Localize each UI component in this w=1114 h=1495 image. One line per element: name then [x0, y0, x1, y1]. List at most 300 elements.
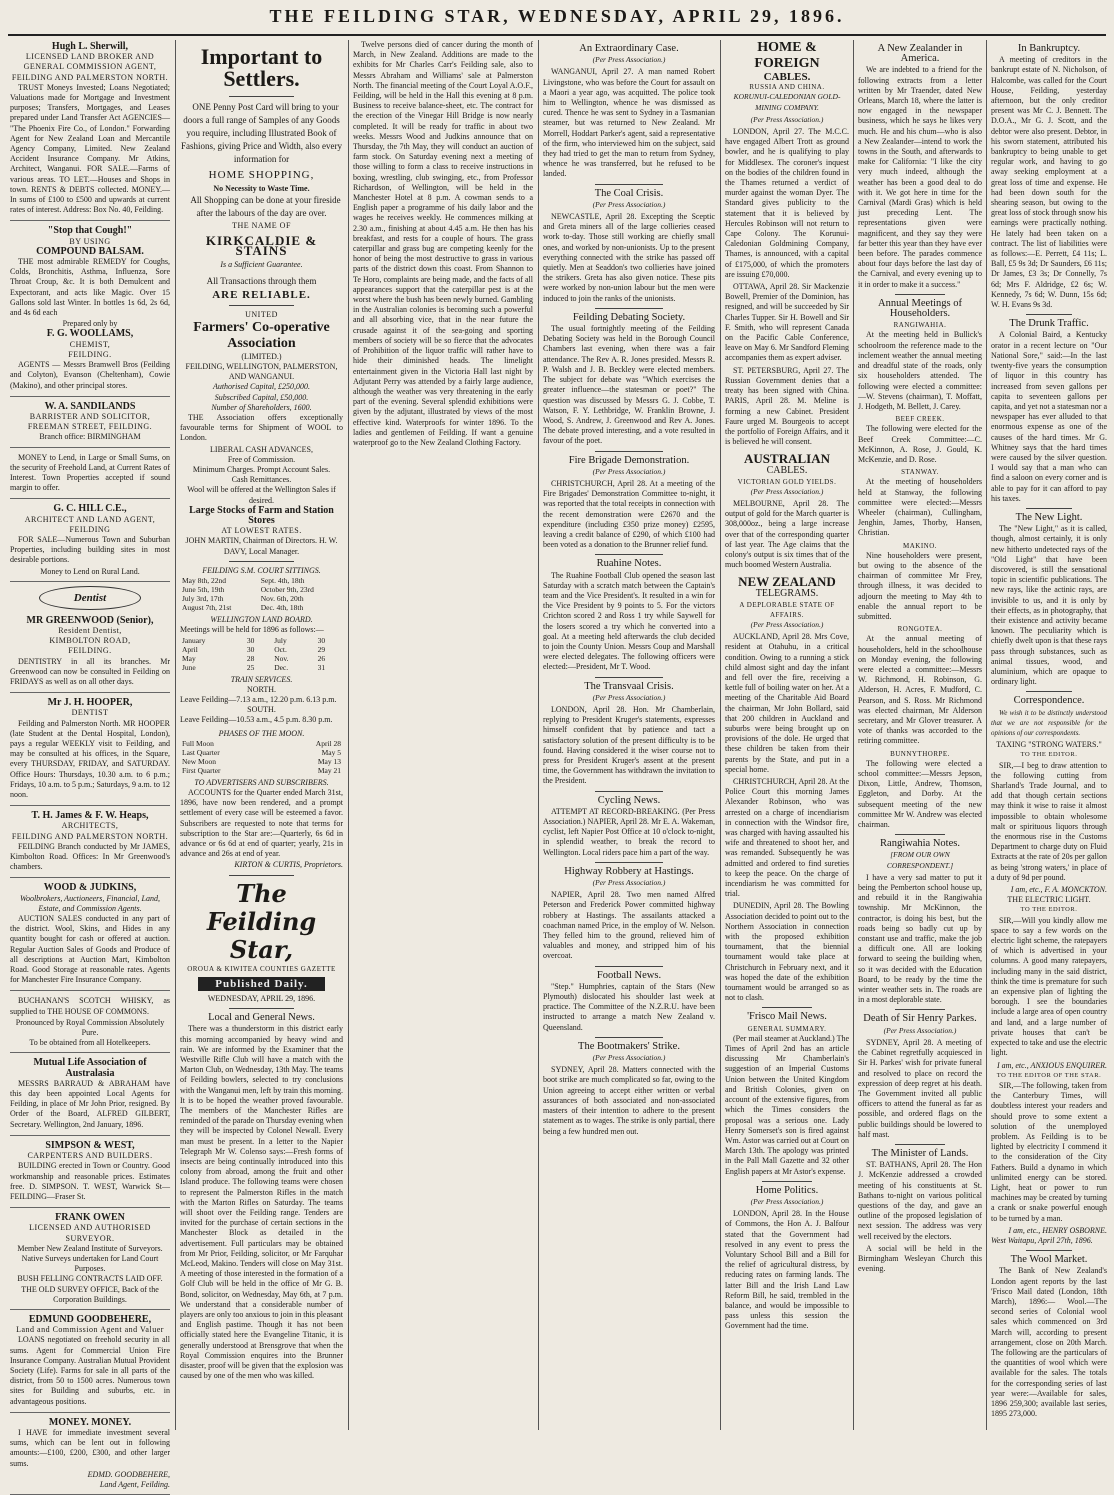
press-assoc: (Per Press Association.) [592, 692, 666, 702]
table-row [180, 576, 343, 585]
divider [595, 554, 664, 555]
district-body: At the meeting of householders held at Stanway, the following committee were elected:—Messrs Wheeler (chairman), Cullingham, Jenghin, James, Thorby, Hansen, Christian. [858, 477, 982, 538]
divider [229, 305, 294, 306]
ad-hooper [10, 696, 170, 806]
capital-authorised: Authorised Capital, £250,000. [212, 382, 311, 392]
district-body: The following were elected a school committee:—Messrs Jepson, Dixon, Little, Andrew, Thomson, Eggleton, and Dorby. At the subsequent meeting of the new committee Mr W. Andrew was elected chairman. [858, 758, 982, 830]
table-row [180, 594, 343, 603]
transvaal-body: LONDON, April 28. Hon. Mr Chamberlain, replying to President Kruger's statements, expresses himself confident that by patience and tact a satisfactory solution of the present difficulty is to be found. Having considered it the wiser course not to press for President Kruger's assent at the present time, the Government has withdrawn the invitation to the President. [543, 704, 715, 786]
australian-subheading: CABLES. [766, 465, 808, 477]
social-note: A social will be held in the Birmingham Wesleyan Church this evening. [858, 1243, 982, 1274]
ad-role: GENERAL COMMISSION AGENT, [23, 62, 157, 72]
rangiwahia-body: I have a very sad matter to put it being the Pemberton school house up, and rebuild it in the Rangiwahia township. Mr McKinnon, the contractor, is doing his best, but the roads being so badly cut up by constant use and traffic, make the job a difficult one. All are looking forward to seeing the building when, so it was decided with the Education Board, to be ready by the time the winter weather sets in. The roads are in a most deplorable state. [858, 872, 982, 1005]
district-label: MAKINO. [902, 541, 938, 550]
kirkcaldie-stains: KIRKCALDIE & STAINS [205, 232, 318, 258]
nz-body-2: CHRISTCHURCH, April 28. At the Police Court this morning James Alexander Robinson, who was arrested on a charge of incendiarism in connection with the Windsor fire, was charged with having assaulted his wife and threatened to shoot her, and was remanded. Subsequently he was admitted and ordered to find sureties to keep the peace. On the charge of incendiarism he was committed for trial. [725, 777, 849, 899]
table-cell: January [182, 635, 206, 645]
ad-name: G. C. HILL C.E., [53, 503, 127, 515]
drunk-body: A Colonial Baird, a Kentucky orator in a recent lecture on "Our National Sore," said:—In the last twenty-five years the consumption of liquor in this country has increased from seven gallons per capita to seventeen gallons per capita, and yet not a statesman nor a newspaper has ever alluded to that enormous expense as one of the causes of the hard times. Mr G. Whitney says that the hard times were caused by the silver question. I would say that a man who can find a saloon on every corner and is able to pay for it can afford to pay his taxes. [991, 330, 1107, 503]
ad-mutual-life [10, 1056, 170, 1135]
politics-body: LONDON, April 28. In the House of Commons, the Hon A. J. Balfour stated that the Government had resolved in any event to press the Voluntary School Bill and a Bill for the relief of agricultural distress, by reducing rates on farming lands. The latter Bill and the Irish Land Law Reform Bill, he said, trembled in the balance, and would be impossible to pass unless this session the Government had the time. [725, 1209, 849, 1331]
divider [595, 451, 664, 452]
ad-name: MR GREENWOOD (Senior), [26, 614, 154, 626]
taxing-sig: I am, etc., F. A. MONCKTON. [1010, 885, 1107, 895]
highway-body: NAPIER, April 28. Two men named Alfred Peterson and Frederick Power committed highway robbery at Hastings. The assailants attacked a coachman named Price, in the employ of W. Nelson. They felled him to the ground, relieved him of valuables and money, and stripped him of his overcoat. [543, 890, 715, 961]
ad-body: BUILDING erected in Town or Country. Good workmanship and reasonable prices. Estimates free. D. SIMPSON. T. WEST, Warwick St—FEILDING—Fraser St. [10, 1161, 170, 1201]
towns: FEILDING, WELLINGTON, PALMERSTON, AND WANGANUI. [185, 362, 338, 382]
capital-subscribed: Subscribed Capital, £50,000. [214, 392, 309, 402]
frisco-sub: GENERAL SUMMARY. [747, 1024, 827, 1033]
nz-body-3: DUNEDIN, April 28. The Bowling Association decided to point out to the Northern Association in connection with the proposed exhibition tournament, that the biennial tournament would take place at Christchurch in February next, and it was hoped the date of the exhibition tournament would be arranged so as not to clash. [725, 901, 849, 1003]
ad-hill [10, 502, 170, 581]
bootmakers-body: SYDNEY, April 28. Matters connected with the boot strike are much complicated so far, owing to the Union agreeing to accept either written or verbal assurances of both associated and non-associated masters of their intention to adhere to the present statement as to wages. The strike is only partial, there being a few hundred men out. [543, 1065, 715, 1136]
brigade-body: CHRISTCHURCH, April 28. At a meeting of the Fire Brigades' Demonstration Committee to-night, it was reported that the total receipts in connection with the recent demonstration were £2670 and the expenditure (including £350 prize money) £2595, leaving a credit balance of £290, of which £100 had been voted as a donation to the Brunner relief fund. [543, 478, 715, 550]
divider [595, 184, 664, 185]
shareholders: Number of Shareholders, 1600. [211, 402, 312, 412]
nz-subheading: TELEGRAMS. [755, 588, 819, 600]
ad-sig2: Land Agent, Feilding. [99, 1479, 170, 1489]
cycling-body: ATTEMPT AT RECORD-BREAKING. (Per Press Association.) NAPIER, April 28. Mr E. A. Wakeman, cyclist, left Napier Post Office at 10 o'clock to-night, in splendid weather, to break the record to Wellington. Local riders pace him a part of the way. [543, 806, 715, 857]
district-label: STANWAY. [901, 468, 939, 477]
star-subtitle: OROUA & KIWITEA COUNTIES GAZETTE [187, 964, 336, 973]
cities-location: West Waitapu, April 27th, 1896. [991, 1235, 1093, 1245]
table-row [180, 603, 343, 612]
table-cell: April 28 [315, 738, 341, 748]
dentist-sign: Dentist [39, 586, 141, 610]
ad-addr: FREEMAN STREET, FEILDING. [27, 422, 153, 432]
star-title: The Feilding Star, [206, 878, 317, 964]
taxing-heading: TAXING "STRONG WATERS." [996, 740, 1102, 750]
liberal-charges: Minimum Charges. Prompt Account Sales. [192, 465, 331, 475]
ad-greenwood [10, 614, 170, 693]
ruahine-body: The Ruahine Football Club opened the season last Saturday with a scratch match between the Captain's team and the Vice President's. It resulted in a win for the Vice President by 9 points to 5. For the victors Crichton scored 2 and Ross 1 try while Saywell for the losers scored a try which he converted into a goal. At a meeting held afterwards the club decided to join the County Union. Messrs Coup and Marshall were elected delegates. The following officers were elected:—President, Mr T. Wood. [543, 570, 715, 672]
ad-money [10, 451, 170, 500]
ad-body: FEILDING Branch conducted by Mr JAMES, Kimbolton Road. Offices: In Mr Greenwood's chambers. [10, 841, 170, 872]
divider [762, 1181, 812, 1182]
press-assoc: (Per Press Association.) [592, 466, 666, 476]
table-cell: May [182, 653, 196, 663]
ad-name: EDMUND GOODBEHERE, [28, 1313, 152, 1325]
moon-heading: PHASES OF THE MOON. [218, 728, 305, 738]
ad-body: FOR SALE—Numerous Town and Suburban Properties, including building sites in most desirable portions. [10, 534, 170, 565]
ad-town: FEILDING [69, 524, 111, 534]
ad-bush: BUSH FELLING CONTRACTS LAID OFF. [17, 1274, 163, 1284]
ad-money-money [10, 1416, 170, 1495]
ad-head: "Stop that Cough!" [47, 225, 133, 237]
table-cell: 30 [246, 644, 255, 654]
table-cell: May 5 [321, 747, 341, 757]
death-heading: Death of Sir Henry Parkes. [863, 1013, 977, 1025]
table-cell: April [182, 644, 198, 654]
australian-heading: AUSTRALIAN [744, 451, 830, 467]
united-label: UNITED [245, 309, 278, 319]
frisco-heading: 'Frisco Mail News. [747, 1011, 827, 1023]
divider [895, 1009, 945, 1010]
ad-body: I HAVE for immediate investment several sums, which can be lent out in following amounts:—£100, £200, £300, and other larger sums. [10, 1427, 170, 1468]
table-cell: October 9th, 23rd [260, 585, 314, 595]
cables-body-3: ST. PETERSBURG, April 27. The Russian Government denies that a treaty has been signed with China. PARIS, April 28. M. Meline is forming a new Cabinet. President Faure urged M. Bourgeois to accept the portfolio of Foreign Affairs, and it is believed he will consent. [725, 365, 849, 447]
column-rule [348, 40, 349, 1430]
district-label: RONGOTEA. [897, 625, 943, 634]
ad-name: T. H. James & F. W. Heaps, [31, 810, 149, 822]
table-row [180, 766, 343, 775]
press-assoc: (Per Press Association.) [592, 55, 666, 65]
ad-role: ARCHITECTS, [61, 821, 119, 831]
ruahine-heading: Ruahine Notes. [596, 558, 662, 570]
football-heading: Football News. [596, 969, 662, 981]
column-2 [180, 40, 343, 1430]
press-assoc: (Per Press Association.) [750, 619, 824, 629]
correspondent: [FROM OUR OWN CORRESPONDENT.] [886, 850, 954, 870]
ad-goodbehere [10, 1313, 170, 1413]
ad-native: Native Surveys undertaken for Land Court Purposes. [21, 1253, 159, 1274]
ad-name: COMPOUND BALSAM. [36, 245, 144, 257]
train-south-times: Leave Feilding—10.53 a.m., 4.5 p.m. 8.30 p.m. [180, 715, 333, 725]
district-body: The following were elected for the Beef Creek Committee:—C. McKinnon, A. Rose, J. Gould, K. McKenzie, and D. Rose. [858, 424, 982, 464]
table-cell: July 3rd, 17th [182, 594, 224, 604]
notice-heading: Important to Settlers. [200, 44, 323, 91]
press-assoc: (Per Press Association.) [750, 114, 824, 124]
ad-wood-judkins [10, 881, 170, 991]
ad-town: FEILDING. [68, 646, 112, 656]
transactions: All Transactions through them [206, 276, 317, 287]
column-5 [725, 40, 849, 1430]
cables-body-2: OTTAWA, April 28. Sir Mackenzie Bowell, Premier of the Dominion, has resigned, and will be succeeded by Sir Charles Tupper. Sir H. Bowell and Sir F. Smith, who will represent Canada on the Pacific Cable Conference, leave on May 6. Mr Sandford Fleming accompanies them as expert adviser. [725, 282, 849, 363]
russia-china: RUSSIA AND CHINA. [749, 83, 825, 92]
district-body: Nine householders were present, but owing to the absence of the chairman of committee Mr Frey, through illness, it was decided to adjourn the meeting to May 4th to enable the annual report to be submitted. [858, 550, 982, 621]
ad-frank-owen [10, 1211, 170, 1310]
divider [1026, 691, 1072, 692]
cycling-heading: Cycling News. [597, 794, 661, 806]
table-cell: 30 [317, 635, 326, 645]
table-cell: 25 [246, 662, 255, 672]
ad-body: BUCHANAN'S SCOTCH WHISKY, as supplied to THE HOUSE OF COMMONS. [10, 996, 170, 1016]
ad-role: Woolbrokers, Auctioneers, Financial, Land, Estate, and Commission Agents. [20, 893, 160, 913]
death-body: SYDNEY, April 28. A meeting of the Cabinet regretfully acquiesced in Sir H. Parkes' wish for private funeral and resolved to place on record the expression of deep regret at his death. The Government invited all public officers to attend the funeral as far as possible, and ordered flags on the public buildings should be lowered to half mast. [858, 1037, 982, 1139]
america-body: We are indebted to a friend for the following extracts from a letter written by Mr Traender, dated New Orleans, March 18, where the latter is now engaged in the newspaper business, which he says he likes very much. He and his chum—who is also a New Zealander—intend to work the towns in the South, and afterwards to make for California: "I like the city very much indeed, although the weather has been a good deal to do with it. We got here in time for the Carnival (Mardi Gras) which is held just preceding Lent. The representations given were magnificent, and they say they were far better this year than they have ever been before. The parades commence about four days before the last day of the Carnival, and every evening up to it in order to make it a success." [858, 65, 982, 289]
column-1 [10, 40, 170, 1489]
table-cell: August 7th, 21st [182, 603, 232, 613]
divider [595, 791, 664, 792]
table-cell: May 8th, 22nd [182, 576, 226, 586]
ad-name: WOOD & JUDKINS, [43, 882, 137, 894]
cities-body: SIR,—The following, taken from the Canterbury Times, will doubtless interest your readers and should prove to some extent a solution of the unemployed problem. As Feilding is to be lighted by electricity I commend it to the consideration of the City Fathers. Build a dynamo in which unlimited energy can be stored. Light, heat or power to run machines may be created by turning a crank or snake powerful enough to be turned by a man. [991, 1080, 1107, 1223]
mining-heading: KORUNUI-CALEDONIAN GOLD-MINING COMPANY. [733, 92, 841, 112]
bankruptcy-body: A meeting of creditors in the bankrupt estate of N. Nicholson, of Halcombe, was called for the Court House, Feilding, yesterday afternoon, but the only creditor present was Mr C. J. Bennett. The D.O.A., Mr G. J. Scott, and the debtor were also present. Debtor, in his sworn statement, attributed his bankruptcy to being unable to get regular work, and having to go away seeking employment at a great loss of time and expense. He had been down south for the shearing season, but owing to the great loss of stock through snow his earnings were practically nothing. He lately had been taken on a contract. The list of liabilities were as follows:—E. Perrett, £4 11s; L. Ball, £5 9s 3d; Dr Saunders, £6 11s; Dr James, £3 3s; Dr Connelly, 7s 6d; Mrs F. Aldridge, £2 6s; W. Kennedy, 7s 6d; W. Dunn, 15s 6d; W. H. Evans 9s 3d. [991, 55, 1107, 310]
lowest-rates: AT LOWEST RATES. [221, 526, 302, 536]
ad-role: LICENSED AND AUTHORISED SURVEYOR. [29, 1223, 151, 1243]
ad-town: FEILDING AND PALMERSTON NORTH. [11, 831, 169, 841]
minister-body: ST. BATHANS, April 28. The Hon J. McKenzie addressed a crowded meeting of his constituents at St. Bathans to-night on various political questions of the day, and gave an outline of the proposed legislation of next session. The address was very well received by the electors. [858, 1160, 982, 1241]
to-editor-star: TO THE EDITOR OF THE STAR. [996, 1071, 1102, 1079]
column-6 [858, 40, 982, 1430]
limited: (LIMITED.) [241, 351, 282, 361]
brigade-heading: Fire Brigade Demonstration. [568, 454, 690, 466]
column-rule [175, 40, 176, 1430]
ad-james-heaps [10, 809, 170, 878]
divider [895, 1144, 945, 1145]
board-table [180, 636, 343, 672]
court-heading: FEILDING S.M. COURT SITTINGS. [202, 565, 321, 575]
taxing-body: SIR,—I beg to draw attention to the following cutting from Sharland's Trade Journal, and to add that though certain sections may think it wise to raise it almost impossible to obtain wholesome malt or spirituous liquors through the enormous rise in the Customs Department to charge duty on Fluid Extracts at the rate of 20s per gallon as being 'strong waters,' in place of a duty of 9d per pound. [991, 760, 1107, 882]
masthead-rule [8, 34, 1106, 36]
ad-role: ARCHITECT AND LAND AGENT, [24, 514, 156, 524]
table-cell: 26 [317, 653, 326, 663]
wool-sales: Wool will be offered at the Wellington Sales if desired. [187, 485, 336, 505]
wool-heading: The Wool Market. [1010, 1254, 1088, 1266]
divider [229, 561, 294, 562]
ad-role: BARRISTER AND SOLICITOR, [29, 411, 151, 421]
ad-name: W. A. SANDILANDS [44, 400, 136, 412]
annual-heading: Annual Meetings of Householders. [878, 297, 962, 320]
ad-body: THE most admirable REMEDY for Coughs, Colds, Bronchitis, Asthma, Influenza, Sore Throat Croup, &c. It is both Demulcent and Expectorant, and acts like Magic. Over 15 Gallons sold last Winter. In bottles 1s 6d, 2s 6d, and 4s 6d each [10, 257, 170, 318]
table-cell: Dec. 4th, 18th [260, 603, 304, 613]
table-row [180, 757, 343, 766]
rangiwahia-heading: Rangiwahia Notes. [880, 838, 960, 850]
cables-body: LONDON, April 27. The M.C.C. have engaged Albert Trott as ground bowler, and he is qualifying to play for Middlesex. The coroner's inquest on the bodies of the children found in the Thames returned a verdict of murder against the woman Dyer. The Standard gives publicity to the statement that it is believed by Hercules Robinson will not return to Cape Colony. The Korunui-Caledonian Goldmining Company, Thames, is announced, with a capital of £175,000, of which the promoters are issuing £70,000. [725, 127, 849, 279]
divider [1026, 314, 1072, 315]
table-cell: First Quarter [182, 765, 221, 775]
district-body: At the meeting held in Bullick's schoolroom the reference made to the inclement weather the annual meeting and dreadful state of the roads, only six householders attended. The following were elected a committee:—W. Stevens (chairman), T. Moffatt, J. Hodgeth, M. Bellett, J. Carey. [858, 330, 982, 411]
table-cell: Full Moon [182, 738, 214, 748]
ad-chemist-role: CHEMIST, [69, 339, 111, 349]
table-cell: June [182, 662, 196, 672]
cities-sig: I am, etc., HENRY OSBORNE. [1008, 1225, 1107, 1235]
liberal-commission: Free of Commission. [227, 454, 296, 464]
ad-balsam [10, 224, 170, 396]
divider [895, 834, 945, 835]
table-cell: July [274, 635, 287, 645]
extraordinary-heading: An Extraordinary Case. [579, 43, 679, 54]
board-note: Meetings will be held for 1896 as follows:— [180, 625, 324, 635]
ad-note: Pronounced by Royal Commission Absolutely Pure. [15, 1017, 165, 1038]
table-cell: Nov. 6th, 20th [260, 594, 304, 604]
table-row [180, 645, 343, 654]
australian-body: MELBOURNE, April 28. The output of gold for the March quarter is 308,000oz., being a large increase over that of the corresponding quarter of last year. The Age claims that the colony's output is six times that of the much boomed Western Australia. [725, 498, 849, 570]
to-editor: TO THE EDITOR. [1020, 751, 1078, 759]
ad-name: SIMPSON & WEST, [45, 1139, 135, 1151]
ad-body: MESSRS BARRAUD & ABRAHAM have this day been appointed Local Agents for Feilding, in place of Mr John Prior, resigned. By Order of the Board, ALFRED GILBERT, Secretary. Wellington, 2nd January, 1896. [10, 1078, 170, 1129]
advertisers-sig: KIRTON & CURTIS, Proprietors. [234, 860, 343, 870]
gold-yields: VICTORIAN GOLD YIELDS. [737, 477, 837, 486]
ad-body: DENTISTRY in all its branches. Mr Greenwood can now be consulted in Feilding on FRIDAYS as well as on all other days. [10, 656, 170, 686]
stock-stores: Large Stocks of Farm and Station Stores [189, 504, 334, 527]
table-row [180, 585, 343, 594]
divider [229, 875, 294, 876]
bootmakers-heading: The Bootmakers' Strike. [578, 1040, 680, 1052]
ad-by: BY USING [69, 236, 111, 246]
coal-heading: The Coal Crisis. [594, 187, 664, 199]
ad-body: MONEY to Lend, in Large or Small Sums, on the security of Freehold Land, at Current Rates of Interest. Town Properties accepted if sound margin to offer. [10, 452, 170, 493]
table-row [180, 654, 343, 663]
nz-heading: NEW ZEALAND [738, 574, 836, 590]
divider [895, 294, 945, 295]
press-assoc: (Per Press Association.) [750, 1196, 824, 1206]
ad-name: Hugh L. Sherwill, [51, 41, 129, 52]
correspondence-heading: Correspondence. [1013, 695, 1085, 707]
cables-subheading: CABLES. [763, 71, 811, 83]
press-assoc: (Per Press Association.) [883, 1025, 957, 1035]
ad-prep: Prepared only by [62, 319, 118, 329]
train-north: NORTH. [246, 684, 277, 694]
ad-agents: AGENTS — Messrs Bramwell Bros (Feilding and Colyton), Evanson (Cheltenham), Cowie (Makino), and other principal stores. [10, 360, 170, 390]
train-heading: TRAIN SERVICES. [230, 674, 293, 684]
ad-body: AUCTION SALES conducted in any part of the district. Wool, Skins, and Hides in any quantity bought for cash or offered at auction. Regular Auction Sales of Goods and Produce of all descriptions at Auction Mart, Kimbolton Road. Good Storage at reasonable rates. Agents for Manchester Fire Insurance Company. [10, 914, 170, 985]
ad-sig: EDMD. GOODBEHERE, [87, 1469, 170, 1479]
correspondence-note: We wish it to be distinctly understood that we are not responsible for the opinions of our correspondents. [991, 708, 1107, 737]
divider [595, 308, 664, 309]
table-cell: 31 [317, 662, 326, 672]
wool-body: The Bank of New Zealand's London agent reports by the last 'Frisco Mail dated (London, 18th March), 1896:— Wool.—The second series of Colonial wool sales which commenced on 3rd March will, according to present arrangement, close on 20th March. The following are the particulars of the quantities of wool which were available for the sales. The totals for the corresponding series of last year were:—Available for sales, 1896 259,300; available last series, 1895 273,000. [991, 1266, 1107, 1419]
no-necessity: No Necessity to Waste Time. [213, 184, 310, 194]
column-rule [720, 40, 721, 1430]
shopping-note: All Shopping can be done at your fireside after the labours of the day are over. [190, 195, 341, 219]
manager: JOHN MARTIN, Chairman of Directors. H. W. DAVY, Local Manager. [185, 536, 338, 556]
to-editor: TO THE EDITOR. [1020, 906, 1078, 914]
district-label: BUNNYTHORPE. [890, 749, 950, 758]
the-name-of: THE NAME OF [232, 221, 291, 231]
farmers-coop: Farmers' Co-operative Association [193, 319, 330, 351]
coal-body: NEWCASTLE, April 28. Excepting the Sceptic and Greta miners all of the large collieries ceased work to-day. Those still working are chiefly small ones, and worked by non-unionists. Up to the present everything connected with the strike has passed off quietly. Men at Seaddon's two collieries have joined the strikers. Greta has also given notice. These pits were worked by non-union labour but the men were induced to join the ranks of the unionists. [543, 212, 715, 303]
ad-body: Member New Zealand Institute of Surveyors. [17, 1243, 163, 1253]
liberal-advances: LIBERAL CASH ADVANCES, [210, 444, 313, 454]
train-south: SOUTH. [247, 705, 276, 715]
star-date: WEDNESDAY, APRIL 29, 1896. [207, 993, 316, 1003]
nz-body: AUCKLAND, April 28. Mrs Cove, resident at Otahuhu, in a critical condition. Owing to a running a stick child almost sight and day the infant and fell over the fire, receiving a kettle full of boiling water on her. At a meeting of the Charitable Aid Board the chairman, Mr John Bollard, said that 200 children in Auckland and suburbs were being brought up on provisions of the dole. He urged that these children be taken from their parents by the State, and put in a special home. [725, 632, 849, 774]
home-shopping: HOME SHOPPING, [208, 169, 315, 181]
ad-sandilands [10, 400, 170, 448]
column-rule [986, 40, 987, 1430]
press-assoc: (Per Press Association.) [592, 1053, 666, 1063]
minister-heading: The Minister of Lands. [871, 1147, 969, 1159]
divider [1026, 508, 1072, 509]
column-7 [991, 40, 1107, 1430]
ad-town: FEILDING. [68, 349, 112, 359]
debating-body: The usual fortnightly meeting of the Feilding Debating Society was held in the Borough Council Chambers last evening, when there was a fair attendance. The Rev A. R. Jones presided. Messrs R. P. Walsh and J. B. Beckley were elected members. The subject for debate was "Which exercises the greater influence—the statesman or poet?" The question was discussed by Messrs G. J. Cobbe, T. Watson, F. Y. Lethbridge, W. Franklin Browne, J. Wood, S. Andrew, J. Greenwood and Rev A. Jones. The debate proved interesting, and a vote resulted in favour of the poet. [543, 324, 715, 446]
football-body: "Step." Humphries, captain of the Stars (New Plymouth) dislocated his shoulder last week at practice. The Committee of the N.Z.R.U. have been instructed to arrange a match New Zealand v. Queensland. [543, 981, 715, 1032]
ad-chemist: F. G. WOOLLAMS, [46, 328, 134, 340]
divider [229, 96, 294, 97]
cash-remittances: Cash Remittances. [231, 475, 292, 485]
table-cell: May 13 [317, 756, 341, 766]
guarantee: Is a Sufficient Guarantee. [220, 260, 303, 270]
ad-name: Mutual Life Association of Australasia [33, 1057, 147, 1079]
divider [595, 862, 664, 863]
ad-role: LICENSED LAND BROKER AND [25, 52, 155, 62]
masthead: THE FEILDING STAR, WEDNESDAY, APRIL 29, 1896. [269, 6, 845, 26]
drunk-heading: The Drunk Traffic. [1009, 318, 1089, 330]
local-body: There was a thunderstorm in this district early this morning accompanied by heavy wind and rain. We are informed by the Examiner that the Westville Rifle Club will have a match with the Marton Club, on Wednesday, 13th May. The teams of Feilding bowlers, selected to try conclusions with the Wanganui men, left by train this morning. It is to be hoped the weather proved favourable. The members of the Manchester Rifles are reminded of the parade on Thursday evening when they will be inspected by Colonel Newall. Every man must be present. In a letter to the Napier Telegraph Mr W. Colenso says:—Fresh forms of insects are being continually introduced into this colony from abroad, among the fruit and other Island produce. The following teams were chosen to represent the Palmerston Rifles in the match with the Marton Rifles on Saturday. The teams will shoot over the Feilding range. Tenders are invited for the purchase of certain sections in the Manchester Block as detailed in the advertisement. Full particulars may be obtained from Mr Prior, Feilding, solicitor, or Mr Farquhar McLeod, Makino. Tenders will close on May 31st. A meeting of those interested in the formation of a Golf Club will be held in the office of Mr G. B. Bond, solicitor, on Wednesday, May 6th, at 7 p.m. We understand that a considerable number of players are only too anxious to join in this pleasant and English pastime. Though it has not been officially stated here the Evangeline Titanic, it is generally understood at Brensgrove that when the Royal Commission enquires into the Brunner disaster, proof will be given that the explosion was caused by one of the men who was killed. [180, 1024, 343, 1381]
table-row [180, 636, 343, 645]
extraordinary-body: WANGANUI, April 27. A man named Robert Livingstone, who was before the Court for assault on a Maori a year ago, was acquitted. The police took him to Wellington, whence he was dismissed as cured. Thence he was sent to Sydney in a Tasmanian steamer, but was returned to New Zealand. Mr Morrell, Hoddart Parker's agent, said a representative of the firm, who interviewed him on the subject, said they had tried to get the man to return from Sydney, whence he was transferred, but he refused to be landed. [543, 67, 715, 179]
ad-body: Feilding and Palmerston North. MR HOOPER (late Student at the Dental Hospital, London), pays a regular WEEKLY visit to Feilding, and may be consulted at his offices, in the Square, every THURSDAY, FRIDAY, and SATURDAY. Office Hours: Thursdays, 10.30 a.m. to 6 p.m.; Fridays, 10 a.m. to 5 p.m.; Saturdays, 9 a.m. to 12 noon. [10, 718, 170, 799]
press-assoc: (Per Press Association.) [592, 199, 666, 209]
divider [595, 677, 664, 678]
ad-role: DENTIST [71, 708, 109, 718]
table-cell: Dec. [274, 662, 289, 672]
ad-sherwill [10, 40, 170, 221]
table-cell: 29 [317, 644, 326, 654]
board-heading: WELLINGTON LAND BOARD. [210, 615, 313, 625]
table-row [180, 739, 343, 748]
ad-addr: KIMBOLTON ROAD, [49, 636, 131, 646]
table-row [180, 748, 343, 757]
transvaal-heading: The Transvaal Crisis. [584, 680, 674, 692]
electric-body: SIR,—Will you kindly allow me space to say a few words on the electric light scheme, the ratepayers of which is advertised in your columns. A good many ratepayers, including many in the said district, think the time is premature for such an expensive plan of lighting the borough. I see the boundaries include a large area of open country and land, and a large number of private houses that can't be expected to take and use the electric light. [991, 915, 1107, 1058]
ad-name: MONEY. MONEY. [48, 1416, 132, 1428]
continued-body: Twelve persons died of cancer during the month of March, in New Zealand. Additions are made to the exhibits for Mr Charles Carr's Feilding sale, also to Messrs Abraham and Williams' sale at Palmerston North. The financial meeting of the Court Loyal A.O.F., Feilding, will be held in the Hall this evening at 8 p.m. Business to receive balance-sheet, etc. The contract for the erection of the Vinegar Hill Bridge is now nearly completed. It will be ready for traffic in about two weeks. Messrs Wood and Judkins announce that on Thursday, the 7th May, they will conduct an auction of farm stock. On Saturday evening next a meeting of those willing to form a class to receive instructions in boxing, wrestling, club swinging, etc., from Professor Richardson, of Wellington, will be held in the Manchester Hotel at 8 p.m. A cowman sends to a English paper a programme of his daily labor and the wages he receives weekly. He commences milking at 2.30 a.m., finishing at about 4.45 a.m. He then has his breakfast, and rests for a couple of hours. The grass caterpillar and grass bug are competing keenly for the honor of being the most destructive to grass in various parts of the district down this coast. From Shannon to Te Horo, complaints are being made, and the facts of all appearances support that the caterpillar pest is at the worst where the bush has been newly burned. Gambling in the Australian colonies is becoming such a powerful and all absorbing vice, that in the near future the crusade against it of the sea-going and sporting members of society will be so fierce that the advocates of Prohibition of the liquor traffic will rather have to hide their diminished heads. The limelight entertainment given in the Victoria Hall last night by Adjutant Perry was attended by a fairly large audience, although the weather was very threatening in the early part of the evening. Several splendid exhibitions were given by the adjutant, illustrated by views of the most effective kind. Waterproofs for winter 1896. To the ladies and gentlemen of Feilding. If want a genuine waterproof go to the New Zealand Clothing Factory. [353, 40, 533, 447]
local-heading: Local and General News. [208, 1012, 315, 1024]
america-heading: A New Zealander in America. [877, 43, 963, 65]
district-body: At the annual meeting of householders, held in the schoolhouse on Monday evening, the following were elected a committee:—Messrs W. Richmond, H. Robinson, G. Alderson, H. Acres, F. Mudford, C. Pearson, and S. Ross. Mr Richmond was elected chairman, Mr Alderson secretary, and Mr Glover treasurer. A vote of thanks was accorded to the retiring committee. [858, 634, 982, 746]
column-rule [853, 40, 854, 1430]
table-cell: New Moon [182, 756, 216, 766]
ad-body: TRUST Moneys Invested; Loans Negotiated; Valuations made for Mortgage and Investment purposes; Transfers, Mortgages, and Leases prepared under Land Transfer Act AGENCIES— "The Phoenix Fire Co., of London." Forwarding Agent for New Zealand Loan and Mercantile Agency Company, Limited. New Zealand Accident Insurance Company. Mr Atkins, Architect, Wanganui. FOR SALE.—Farms of various areas. TO LET.—Houses and Shops in town. RENTS & DEBTS collected. MONEY.—In sums of £100 to £500 and upwards at current rates of interest. Address: Box No. 40, Feilding. [10, 82, 170, 215]
frisco-body: (Per mail steamer at Auckland.) The Times of April 2nd has an article discussing Mr Chamberlain's suggestion of an Imperial Customs Union between the United Kingdom and British Colonies, given on account of the extensive figures, from which the Times considers the proposal was a serious one. Lady Henry Somerset's son is fired against Wm. Astor was carried out at Court on March 13th. The apology was printed in the Pall Mall Gazette and 32 other English papers at Mr Astor's expense. [725, 1033, 849, 1176]
press-assoc: (Per Press Association.) [750, 486, 824, 496]
ad-note2: To be obtained from all Hotelkeepers. [29, 1038, 151, 1048]
table-row [180, 663, 343, 672]
politics-heading: Home Politics. [755, 1184, 819, 1196]
column-4 [543, 40, 715, 1430]
reliable: ARE RELIABLE. [212, 289, 311, 302]
table-cell: June 5th, 19th [182, 585, 225, 595]
ad-money: Money to Lend on Rural Land. [40, 566, 140, 576]
ad-role: Land and Commission Agent and Valuer [16, 1325, 164, 1335]
deplorable: A DEPLORABLE STATE OF AFFAIRS. [739, 600, 835, 619]
divider [595, 966, 664, 967]
ad-simpson-west [10, 1139, 170, 1208]
cables-heading: HOME & FOREIGN [754, 40, 820, 71]
advertisers-heading: TO ADVERTISERS AND SUBSCRIBERS. [194, 777, 329, 787]
district-label: BEEF CREEK. [895, 415, 945, 424]
table-cell: May 21 [317, 765, 341, 775]
ad-whisky [10, 994, 170, 1053]
table-cell: Last Quarter [182, 747, 220, 757]
train-north-times: Leave Feilding—7.13 a.m., 12.20 p.m. 6.13 p.m. [180, 694, 337, 704]
district-label: RANGIWAHIA. [893, 321, 947, 330]
ad-body: LOANS negotiated on freehold security in all sums. Agent for Commercial Union Fire Insurance Company. Australian Mutual Provident Society (Life). Farms for sale in all parts of the district, from 50 to 1500 acres. Numerous town sites for Building and suburbs, etc. in advantageous positions. [10, 1335, 170, 1406]
divider [595, 1037, 664, 1038]
court-table [180, 576, 343, 612]
divider [1026, 1250, 1072, 1251]
bankruptcy-heading: In Bankruptcy. [1017, 43, 1081, 54]
table-cell: Nov. [274, 653, 289, 663]
table-cell: 30 [246, 635, 255, 645]
notice-body: ONE Penny Post Card will bring to your doors a full range of Samples of any Goods you require, including Illustrated Book of Fashions, giving Price and Width, also every information for [181, 102, 342, 164]
moon-table [180, 739, 343, 775]
press-assoc: (Per Press Association.) [592, 878, 666, 888]
newlight-heading: The New Light. [1015, 511, 1083, 523]
ad-branch: Branch office: BIRMINGHAM [39, 432, 141, 442]
divider [229, 1008, 294, 1009]
highway-heading: Highway Robbery at Hastings. [564, 865, 694, 877]
electric-heading: THE ELECTRIC LIGHT. [1007, 895, 1091, 905]
table-cell: 28 [246, 653, 255, 663]
electric-sig: I am, etc., ANXIOUS ENQUIRER. [996, 1060, 1107, 1070]
table-cell: Oct. [274, 644, 287, 654]
table-cell: Sept. 4th, 18th [260, 576, 305, 586]
published-daily: Published Daily. [198, 977, 325, 991]
ad-name: Mr J. H. HOOPER, [47, 697, 133, 709]
debating-heading: Feilding Debating Society. [572, 311, 686, 323]
newlight-body: The "New Light," as it is called, though, almost certainly, it is only new hitherto undetected rays of the "Old Light" that have been discovered, is still the sensational topic in scientific publications. The new rays, like the actinic rays, are invisible to us, and it is only by their effects, as in photography, that their existence and activity became known. The peculiarity which is chiefly dwelt upon is that these rays pass through substances, such as animal tissues, wood, and aluminium, which are opaque to ordinary light. [991, 524, 1107, 687]
column-rule [538, 40, 539, 1430]
ad-office: THE OLD SURVEY OFFICE, Back of the Corporation Buildings. [21, 1284, 159, 1304]
ad-role: Resident Dentist, [58, 625, 122, 635]
advertisers-body: ACCOUNTS for the Quarter ended March 31st, 1896, have now been rendered, and a prompt settlement of every case will be esteemed a favor. Subscribers are requested to note that terms for subscription to the Star are:—Quarterly, 6s 6d in advance or 6s 6d at end of quarter; yearly, 21s in advance and 26s at end of year. [180, 787, 343, 859]
ad-place: FEILDING AND PALMERSTON NORTH. [11, 72, 169, 82]
